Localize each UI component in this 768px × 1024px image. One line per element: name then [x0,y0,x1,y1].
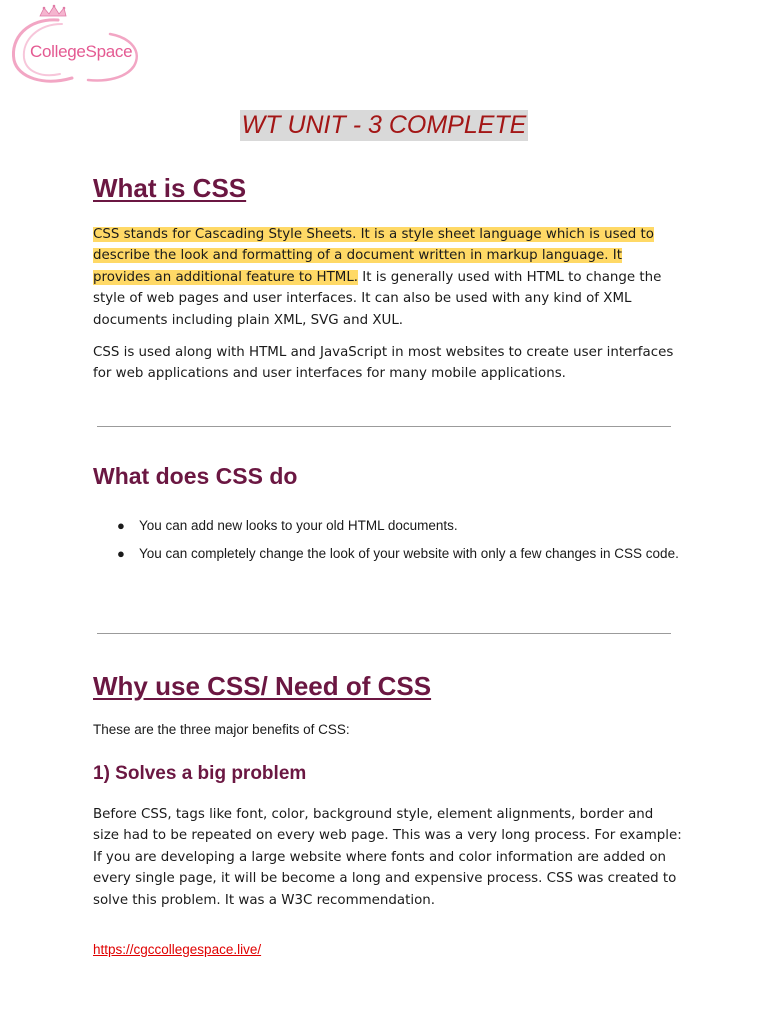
paragraph-css-definition [93,224,683,331]
benefits-intro: These are the three major benefits of CSS: [93,722,350,737]
logo-text: CollegeSpace [30,42,133,61]
heading-why-use-css: Why use CSS/ Need of CSS [93,671,432,701]
list-item [93,514,693,538]
collegespace-link[interactable]: https://cgccollegespace.live/ [93,942,262,957]
list-item-text: You can completely change the look of your website with only a few changes in CSS code. [139,546,679,561]
paragraph-solves-big-problem: Before CSS, tags like font, color, background style, element alignments, border and size had to be repeated on every web page. This was a very long process. For example: If you are developing a large website where fonts and color information are added on every single page, it will be become a long and expensive process. CSS was created to solve this problem. It was a W3C recommendation. [93,807,682,908]
heading-what-is-css: What is CSS [93,173,247,203]
bullet-icon: ● [117,518,125,533]
definition-continuation: It is generally used with HTML to change the style of web pages and user interfaces. It can also be used with any kind of XML documents including plain XML, SVG and XUL. [93,269,662,328]
bullet-icon: ● [117,546,125,561]
list-item-text: You can add new looks to your old HTML documents. [139,518,458,533]
paragraph-css-usage: CSS is used along with HTML and JavaScript in most websites to create user interfaces for web applications and user interfaces for many mobile applications. [93,345,674,382]
divider [97,633,671,634]
css-benefits-list [93,514,693,570]
heading-solves-big-problem: 1) Solves a big problem [93,763,307,784]
heading-what-does-css-do: What does CSS do [93,463,298,489]
highlighted-definition: CSS stands for Cascading Style Sheets. It is a style sheet language which is used to describe the look and formatting of a document written in markup language. It provides an additional feature to HTML. [93,227,654,285]
list-item [93,542,693,566]
title-wrap [0,110,768,141]
collegespace-logo [10,4,144,88]
document-title: WT UNIT - 3 COMPLETE [241,111,527,139]
divider [97,426,671,427]
